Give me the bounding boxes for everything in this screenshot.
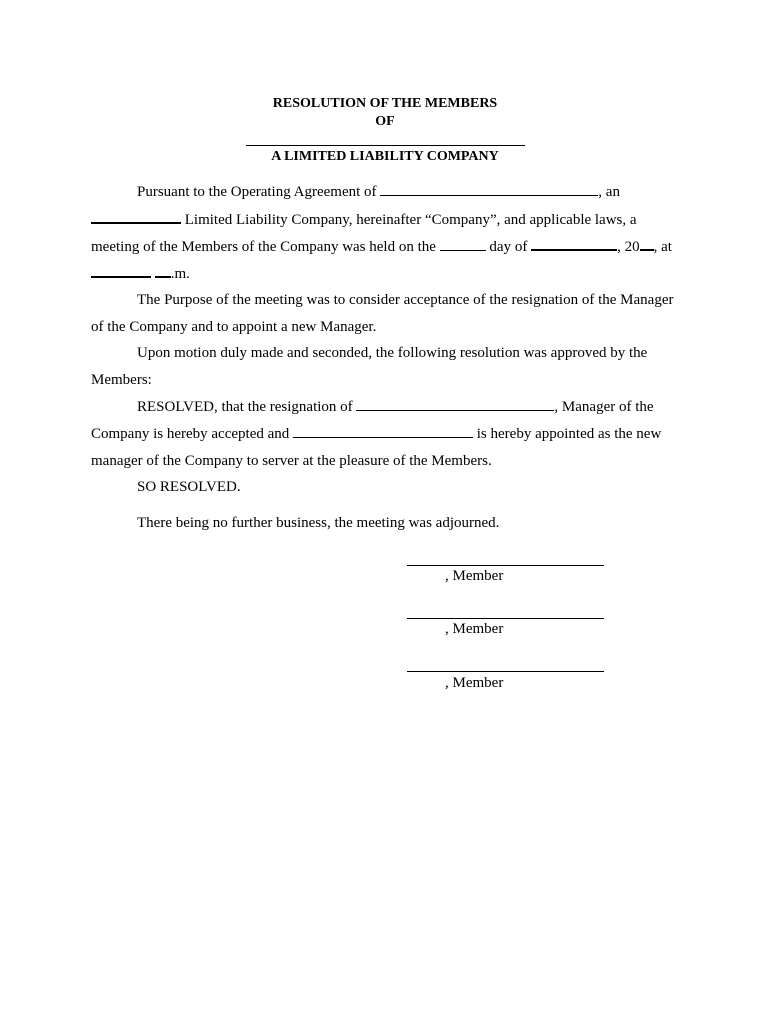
para2-line1: The Purpose of the meeting was to consider acceptance of the resignation of the Manager [137,292,674,308]
signature-line-3[interactable] [407,671,604,672]
para4-line2 [91,425,661,443]
para2-line2: of the Company and to appoint a new Manager. [91,319,377,335]
title-line-2: OF [375,114,395,129]
para1-line2 [91,210,637,229]
am-pm-blank[interactable] [155,264,171,278]
para3-line2: Members: [91,372,152,388]
signature-line-1[interactable] [407,565,604,566]
para1-line3 [91,237,672,256]
para1-line4 [91,264,190,283]
para1-text-f: , 20 [617,239,640,255]
signature-line-2[interactable] [407,618,604,619]
operating-agreement-blank[interactable] [380,183,598,196]
para1-text-b: , an [598,184,620,200]
so-resolved: SO RESOLVED. [137,479,241,495]
state-blank[interactable] [91,210,181,224]
para1-text-e: day of [489,239,528,255]
title-line-1: RESOLUTION OF THE MEMBERS [272,96,498,111]
new-manager-blank[interactable] [293,425,473,438]
signature-label-1: , Member [445,568,504,584]
para4-line3: manager of the Company to server at the pleasure of the Members. [91,453,492,469]
company-name-blank[interactable] [246,145,525,146]
month-blank[interactable] [531,237,617,251]
para1-line1 [137,183,620,201]
para1-text-h: .m. [170,266,190,282]
para4-text-a: RESOLVED, that the resignation of [137,399,353,415]
signature-label-3: , Member [445,675,504,691]
title-line-3: A LIMITED LIABILITY COMPANY [271,149,499,164]
para4-text-c: Company is hereby accepted and [91,426,290,442]
para4-text-b: , Manager of the [554,399,654,415]
para3-line1: Upon motion duly made and seconded, the following resolution was approved by the [137,345,648,361]
para1-text-c: Limited Liability Company, hereinafter “Company”, and applicable laws, a [184,212,637,228]
resigning-manager-blank[interactable] [356,398,554,411]
para1-text-a: Pursuant to the Operating Agreement of [137,184,377,200]
para4-text-d: is hereby appointed as the new [476,426,662,442]
para4-line1 [137,398,654,416]
para1-text-g: , at [653,239,672,255]
para1-text-d: meeting of the Members of the Company was held on the [91,239,436,255]
day-blank[interactable] [440,238,486,251]
adjourned-line: There being no further business, the meeting was adjourned. [137,515,500,531]
year-blank[interactable] [640,237,654,251]
signature-label-2: , Member [445,621,504,637]
time-blank[interactable] [91,264,151,278]
